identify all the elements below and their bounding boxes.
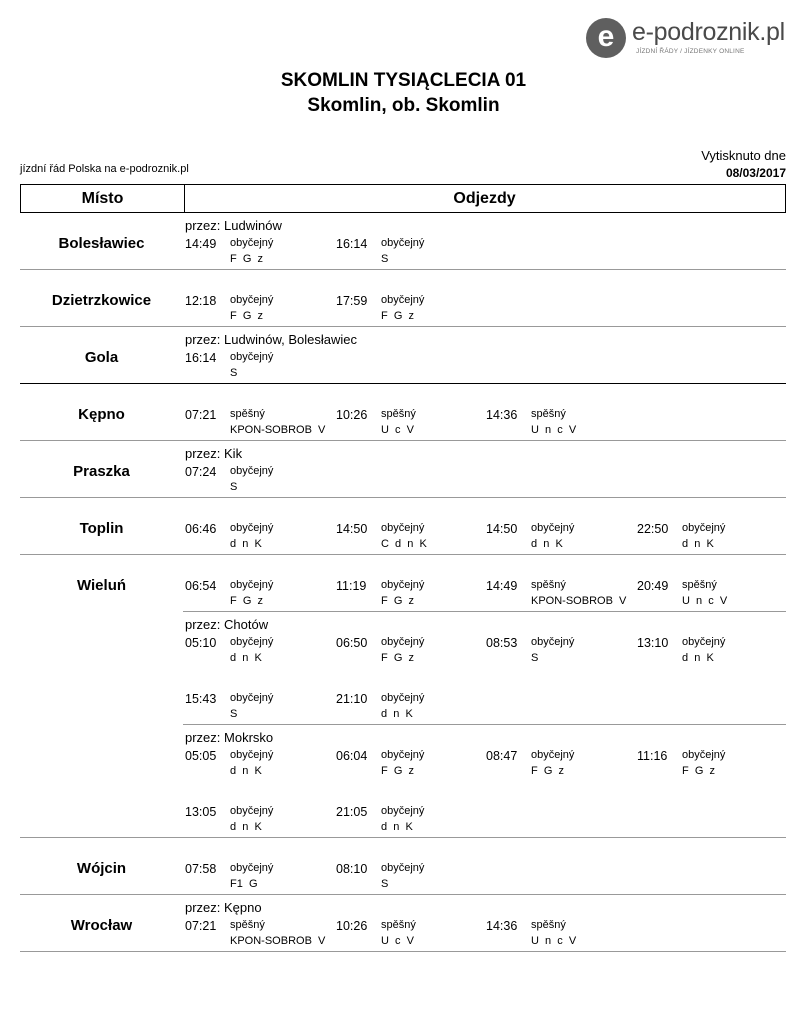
service-code: F G z [230,253,263,265]
service-code: F1 G [230,878,258,890]
departure [183,860,333,892]
city-row [20,895,786,952]
service-code: d n K [381,821,413,833]
train-type: obyčejný [230,465,274,477]
train-type: obyčejný [230,522,274,534]
train-type: obyčejný [682,749,726,761]
departure-time: 13:05 [185,805,217,819]
departure [334,292,484,324]
train-type: spěšný [531,919,566,931]
departure-time: 07:21 [185,408,217,422]
service-code: S [381,253,389,265]
service-code: d n K [230,538,262,550]
departure [334,520,484,552]
city-row [20,384,786,441]
train-type: obyčejný [381,237,425,249]
service-code: F G z [381,595,414,607]
departure [334,803,484,835]
train-type: obyčejný [531,749,575,761]
departure-time: 14:36 [486,919,518,933]
departure [183,917,333,949]
col-header-city: Místo [81,190,124,207]
departure [183,577,333,609]
service-code: KPON-SOBROB V [531,595,627,607]
train-type: obyčejný [230,294,274,306]
departure-group [183,781,786,837]
departure [484,406,634,438]
departure-time: 08:53 [486,636,518,650]
departure-time: 10:26 [336,408,368,422]
train-type: obyčejný [230,351,274,363]
departure [334,406,484,438]
departure [183,803,333,835]
city-name: Wieluń [76,577,127,594]
departure-time: 11:16 [637,749,668,763]
city-name: Praszka [73,463,130,480]
timetable [20,184,786,952]
service-code: d n K [381,708,413,720]
service-code: F G z [682,765,715,777]
service-code: F G z [381,310,414,322]
departure-time: 06:04 [336,749,368,763]
service-code: S [230,367,238,379]
train-type: obyčejný [230,805,274,817]
via-route: przez: Chotów [185,617,269,632]
departure [334,235,484,267]
train-type: obyčejný [682,636,726,648]
service-code: U c V [381,424,415,436]
city-row [20,555,786,838]
departure-time: 21:10 [336,692,368,706]
departure-group [183,327,786,383]
departure-time: 07:21 [185,919,217,933]
service-code: d n K [682,538,714,550]
departure [334,747,484,779]
train-type: spěšný [230,919,265,931]
departure [183,349,333,381]
departure-time: 05:10 [185,636,217,650]
service-code: F G z [531,765,564,777]
city-row [20,838,786,895]
train-type: spěšný [230,408,265,420]
train-type: obyčejný [381,294,425,306]
city-name: Kępno [78,406,125,423]
departure-time: 15:43 [185,692,217,706]
departure-group [183,213,786,269]
service-code: d n K [230,652,262,664]
service-code: d n K [682,652,714,664]
departure-time: 14:50 [486,522,518,536]
departure [334,690,484,722]
departure-time: 17:59 [336,294,368,308]
col-header-departures: Odjezdy [453,190,516,207]
source-note: jízdní řád Polska na e-podroznik.pl [20,163,189,175]
departure [635,520,785,552]
city-name: Gola [84,349,119,366]
printed-date: 08/03/2017 [725,166,786,180]
train-type: spěšný [531,579,566,591]
printed-label: Vytisknuto dne [701,148,786,163]
via-route: przez: Kik [185,446,243,461]
via-route: przez: Ludwinów [185,218,282,233]
departure [183,747,333,779]
service-code: U n c V [682,595,728,607]
city-row [20,327,786,384]
via-route: przez: Kępno [185,900,262,915]
service-code: d n K [230,821,262,833]
brand-logo [586,14,796,64]
train-type: obyčejný [531,636,575,648]
departure [183,690,333,722]
train-type: obyčejný [230,636,274,648]
train-type: spěšný [682,579,717,591]
departure [635,634,785,666]
train-type: obyčejný [230,692,274,704]
departure-time: 14:49 [486,579,518,593]
service-code: F G z [230,595,263,607]
train-type: obyčejný [381,862,425,874]
departure-group [183,441,786,497]
departure-group [183,555,786,611]
train-type: obyčejný [381,636,425,648]
departure-time: 07:58 [185,862,217,876]
departure [334,577,484,609]
page-title: SKOMLIN TYSIĄCLECIA 01 [280,70,527,91]
table-header [20,184,786,213]
train-type: obyčejný [381,692,425,704]
departure-group [183,838,786,894]
city-row [20,213,786,270]
city-name: Dzietrzkowice [51,292,152,309]
logo-e-icon: e [586,18,626,58]
departure-group [183,895,786,951]
departure-time: 10:26 [336,919,368,933]
departure [334,917,484,949]
train-type: obyčejný [381,522,425,534]
departure-time: 12:18 [185,294,217,308]
service-code: U c V [381,935,415,947]
departure [183,520,333,552]
city-name: Bolesławiec [58,235,145,252]
departure-group [183,498,786,554]
departure-group [183,724,786,781]
departure [183,634,333,666]
via-route: przez: Mokrsko [185,730,274,745]
departure-time: 06:54 [185,579,217,593]
departure [183,292,333,324]
departure-time: 05:05 [185,749,217,763]
service-code: S [230,708,238,720]
departure-time: 08:47 [486,749,518,763]
departure [484,747,634,779]
departure [484,520,634,552]
brand-name: e-podroznik.pl [632,18,785,46]
departure [484,634,634,666]
service-code: F G z [381,652,414,664]
train-type: spěšný [381,919,416,931]
train-type: obyčejný [381,749,425,761]
departure-time: 06:50 [336,636,368,650]
train-type: obyčejný [381,805,425,817]
departure [635,577,785,609]
departure-time: 20:49 [637,579,669,593]
service-code: KPON-SOBROB V [230,424,326,436]
city-name: Toplin [79,520,124,537]
departure-time: 06:46 [185,522,217,536]
departure-time: 07:24 [185,465,217,479]
train-type: spěšný [381,408,416,420]
departure [635,747,785,779]
via-route: przez: Ludwinów, Bolesławiec [185,332,357,347]
city-row [20,270,786,327]
train-type: obyčejný [682,522,726,534]
service-code: S [531,652,539,664]
train-type: obyčejný [531,522,575,534]
departure-group [183,611,786,668]
service-code: F G z [381,765,414,777]
departure [484,577,634,609]
city-row [20,441,786,498]
departure-time: 14:49 [185,237,217,251]
train-type: obyčejný [230,749,274,761]
brand-tagline: JÍZDNÍ ŘÁDY / JÍZDENKY ONLINE [636,48,745,55]
service-code: U n c V [531,424,577,436]
service-code: C d n K [381,538,427,550]
departure-group [183,384,786,440]
departure-time: 08:10 [336,862,368,876]
departure [484,917,634,949]
departure [183,463,333,495]
service-code: U n c V [531,935,577,947]
page-subtitle: Skomlin, ob. Skomlin [307,95,500,116]
departure [334,634,484,666]
departure-time: 22:50 [637,522,669,536]
city-name: Wójcin [76,860,127,877]
train-type: obyčejný [230,579,274,591]
departure-time: 14:36 [486,408,518,422]
departure [334,860,484,892]
departure-time: 11:19 [336,579,367,593]
table-body [20,213,786,952]
train-type: spěšný [531,408,566,420]
departure-time: 16:14 [185,351,217,365]
departure-time: 14:50 [336,522,368,536]
service-code: S [230,481,238,493]
train-type: obyčejný [230,862,274,874]
service-code: S [381,878,389,890]
departure [183,406,333,438]
service-code: d n K [531,538,563,550]
service-code: F G z [230,310,263,322]
departure-group [183,270,786,326]
departure-group [183,668,786,724]
departure-time: 21:05 [336,805,368,819]
train-type: obyčejný [230,237,274,249]
train-type: obyčejný [381,579,425,591]
city-name: Wrocław [70,917,133,934]
service-code: d n K [230,765,262,777]
departure-time: 16:14 [336,237,368,251]
service-code: KPON-SOBROB V [230,935,326,947]
departure [183,235,333,267]
city-row [20,498,786,555]
departure-time: 13:10 [637,636,669,650]
